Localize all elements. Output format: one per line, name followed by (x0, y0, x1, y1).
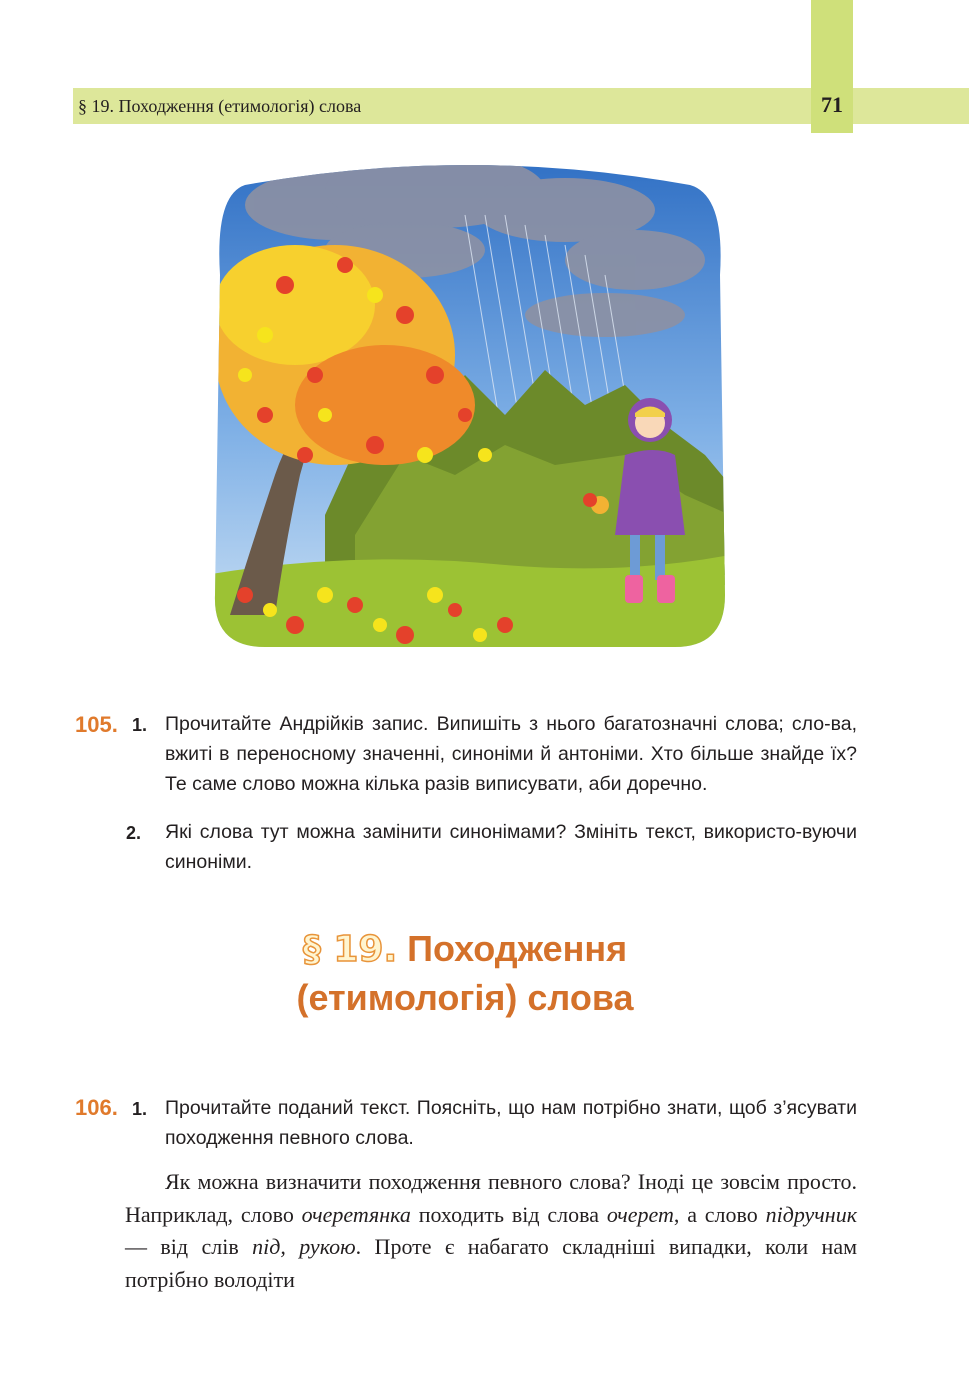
task-text: Прочитайте Андрійків запис. Випишіть з нього багатозначні слова; сло-ва, вжиті в переносному значенні, синоніми й антоніми. Хто більше знайде їх? Те саме слово можна кілька разів виписувати, аби доречно. (165, 713, 857, 795)
task-text: Які слова тут можна замінити синонімами? Змініть текст, використо-вуючи синоніми. (165, 821, 857, 873)
section-heading (200, 925, 730, 1022)
task-number: 1. (132, 1099, 148, 1119)
example-word: очеретянка (301, 1201, 411, 1227)
reading-text: Як можна визначити походження певного слова? Іноді це зовсім просто. Наприклад, слово (125, 1169, 857, 1227)
autumn-illustration (205, 155, 730, 655)
task-number: 1. (132, 715, 148, 735)
example-word: очерет (606, 1201, 674, 1227)
task-number: 2. (126, 823, 142, 843)
example-word: підручник (765, 1201, 858, 1227)
section-title-line2: (етимологія) слова (296, 977, 634, 1018)
reading-text: , а слово (673, 1201, 766, 1227)
running-header-title: § 19. Походження (етимологія) слова (78, 96, 362, 116)
task-text: Прочитайте поданий текст. Поясніть, що нам потрібно знати, щоб з’ясувати походження певного слова. (165, 1097, 857, 1149)
reading-passage (125, 1166, 857, 1296)
page-number: 71 (821, 92, 843, 117)
exercise-number: 105. (75, 712, 118, 737)
section-title-line1: Походження (407, 928, 628, 969)
reading-text: походить від слова (410, 1201, 607, 1227)
example-word: під, рукою (252, 1234, 356, 1259)
section-mark: § 19. (302, 929, 398, 970)
reading-text: — від слів (125, 1234, 253, 1259)
exercise-number: 106. (75, 1095, 118, 1120)
reading-text: . Проте є набагато складніші випадки, коли нам потрібно володіти (125, 1234, 858, 1292)
